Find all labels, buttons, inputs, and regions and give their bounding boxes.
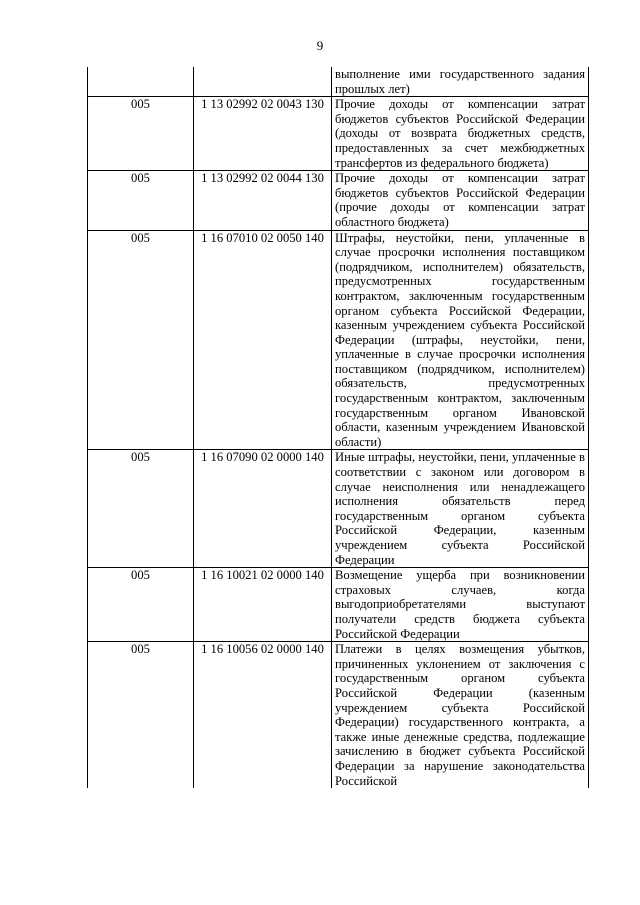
table-row <box>88 97 589 171</box>
admin-code-cell: 005 <box>88 450 194 568</box>
income-code-cell <box>194 67 332 97</box>
admin-code-cell: 005 <box>88 97 194 171</box>
income-code-cell: 1 13 02992 02 0044 130 <box>194 171 332 230</box>
description-cell: Платежи в целях возмещения убытков, причиненных уклонением от заключения с государственным органом субъекта Российской Федерации (казенным учреждением субъекта Российской Федерации) государственного контракта, а также иные денежные средства, подлежащие зачислению в бюджет субъекта Российской Федерации за нарушение законодательства Российской <box>332 642 589 788</box>
description-cell: выполнение ими государственного задания прошлых лет) <box>332 67 589 97</box>
description-cell: Прочие доходы от компенсации затрат бюджетов субъектов Российской Федерации (доходы от возврата бюджетных средств, предоставленных за счет межбюджетных трансфертов из федерального бюджета) <box>332 97 589 171</box>
description-cell: Иные штрафы, неустойки, пени, уплаченные в соответствии с законом или договором в случае неисполнения или ненадлежащего исполнения обязательств перед государственным органом субъекта Российской Федерации, казенным учреждением субъекта Российской Федерации <box>332 450 589 568</box>
table-row <box>88 67 589 97</box>
income-code-cell: 1 16 10056 02 0000 140 <box>194 642 332 788</box>
description-cell: Прочие доходы от компенсации затрат бюджетов субъектов Российской Федерации (прочие доходы от компенсации затрат областного бюджета) <box>332 171 589 230</box>
table-row <box>88 230 589 450</box>
description-cell: Возмещение ущерба при возникновении страховых случаев, когда выгодоприобретателями выступают получатели средств бюджета субъекта Российской Федерации <box>332 568 589 642</box>
admin-code-cell: 005 <box>88 642 194 788</box>
description-cell: Штрафы, неустойки, пени, уплаченные в случае просрочки исполнения поставщиком (подрядчиком, исполнителем) обязательств, предусмотренных государственным контрактом, заключенным государственным органом субъекта Российской Федерации, казенным учреждением субъекта Российской Федерации (штрафы, неустойки, пени, уплаченные в случае просрочки исполнения поставщиком (подрядчиком, исполнителем) обязательств, предусмотренных государственным контрактом, заключенным государственным органом Ивановской области, казенным учреждением Ивановской области) <box>332 230 589 450</box>
page-number: 9 <box>316 38 324 53</box>
table-row <box>88 171 589 230</box>
table-row <box>88 568 589 642</box>
admin-code-cell: 005 <box>88 171 194 230</box>
income-code-cell: 1 16 07090 02 0000 140 <box>194 450 332 568</box>
income-code-cell: 1 16 10021 02 0000 140 <box>194 568 332 642</box>
table-row <box>88 450 589 568</box>
income-code-cell: 1 13 02992 02 0043 130 <box>194 97 332 171</box>
admin-code-cell <box>88 67 194 97</box>
table-row <box>88 642 589 788</box>
admin-code-cell: 005 <box>88 568 194 642</box>
admin-code-cell: 005 <box>88 230 194 450</box>
income-code-cell: 1 16 07010 02 0050 140 <box>194 230 332 450</box>
budget-income-table <box>87 67 589 788</box>
